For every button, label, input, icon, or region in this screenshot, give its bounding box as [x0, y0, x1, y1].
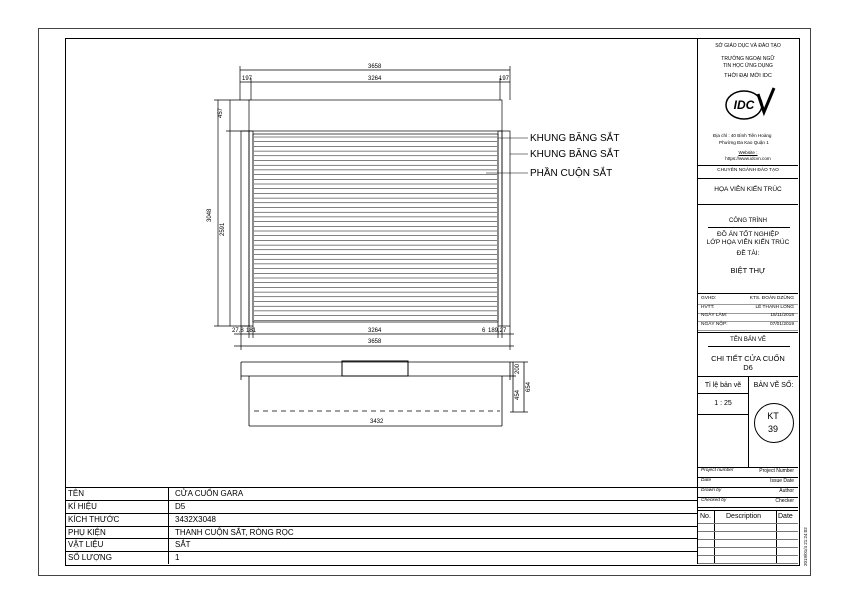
meta-key: Date	[701, 478, 712, 483]
sheet-name-line-1: CHI TIẾT CỬA CUỐN	[711, 354, 785, 363]
person-role: NGÀY LÀM:	[701, 313, 728, 318]
project-line-1: ĐỒ ÁN TỐT NGHIỆP	[717, 231, 779, 238]
topic-value: BIỆT THỰ	[730, 266, 766, 275]
schedule-value: THANH CUỘN SẮT, RÒNG RỌC	[175, 527, 294, 537]
person-value: KTS. ĐOÀN DZŨNG	[749, 296, 794, 301]
logo-text: IDC	[733, 98, 755, 112]
schedule-key: VẬT LIỆU	[68, 540, 104, 550]
meta-key: Project number	[701, 468, 734, 473]
dim-section-h3: 454	[515, 389, 521, 400]
idc-logo	[722, 86, 776, 124]
schedule-key: PHỤ KIỆN	[68, 527, 106, 537]
door-schedule	[65, 487, 697, 564]
dim-total-width: 3658	[368, 64, 382, 70]
sheet-name-line-2: D6	[743, 363, 753, 372]
sheet-no-prefix: KT	[767, 411, 779, 421]
rev-desc-header: Description	[726, 513, 762, 520]
person-value: LÊ THANH LONG	[755, 304, 794, 310]
dim-bottom-total: 3658	[368, 339, 382, 345]
dim-section-h2: 654	[526, 381, 532, 392]
scale-label: Tỉ lệ bản vẽ	[704, 382, 742, 389]
schedule-key: KÍ HIỆU	[68, 501, 97, 511]
meta-key: Checked by	[701, 498, 727, 503]
scale-value: 1 : 25	[714, 400, 732, 407]
schedule-key: KÍCH THƯỚC	[68, 514, 120, 524]
dim-section-h1: 200	[515, 363, 521, 374]
dim-head-height: 457	[218, 107, 224, 118]
school-line-3: THỜI ĐẠI MỚI IDC	[724, 73, 772, 79]
topic-label: ĐỀ TÀI:	[736, 250, 760, 257]
dim-curtain-height: 2591	[220, 222, 226, 236]
sheet-name-label: TÊN BẢN VẼ	[730, 337, 766, 343]
website-link[interactable]: https://www.idcvn.com	[725, 156, 771, 161]
schedule-value: CỬA CUỐN GARA	[175, 489, 244, 498]
meta-value: Checker	[775, 498, 794, 504]
dim-bottom-right: 189,27	[488, 328, 507, 334]
schedule-value: SẮT	[175, 540, 191, 550]
training-label: CHUYÊN NGÀNH ĐÀO TẠO	[717, 168, 779, 173]
dim-bottom-right0: 6	[482, 328, 486, 334]
project-label: CÔNG TRÌNH	[729, 218, 767, 224]
rev-no-header: No.	[700, 513, 711, 520]
website-label: Website :	[738, 150, 758, 155]
person-role: HVTT:	[701, 304, 715, 310]
dim-bottom-inner: 3264	[368, 328, 382, 334]
meta-value: Author	[779, 488, 794, 494]
schedule-key: TÊN	[68, 489, 84, 498]
meta-value: Issue Date	[770, 478, 794, 484]
school-line-1: TRƯỜNG NGOẠI NGỮ	[721, 56, 775, 62]
person-role: GVHD:	[701, 296, 717, 301]
meta-value: Project Number	[759, 468, 794, 474]
person-value: 15/11/2018	[770, 313, 794, 318]
training-value: HỌA VIÊN KIẾN TRÚC	[714, 186, 782, 193]
dim-left-margin: 197	[242, 76, 253, 82]
project-line-2: LỚP HỌA VIÊN KIẾN TRÚC	[706, 239, 790, 246]
schedule-value: 1	[175, 553, 180, 563]
school-line-2: TIN HỌC ỨNG DỤNG	[723, 63, 773, 69]
label-frame-1: KHUNG BĂNG SẮT	[530, 133, 620, 144]
address-line-2: Phường Đa Kao Quận 1	[719, 140, 769, 145]
schedule-value: D5	[175, 501, 186, 511]
dim-right-margin: 197	[499, 76, 510, 82]
sheet-no-label: BẢN VẼ SỐ:	[753, 382, 794, 389]
schedule-key: SỐ LƯỢNG	[68, 553, 112, 563]
label-frame-2: KHUNG BĂNG SẮT	[530, 149, 620, 160]
dim-section-width: 3432	[370, 419, 384, 425]
dim-total-height: 3048	[207, 208, 213, 222]
sheet-no-number: 39	[767, 424, 778, 434]
dim-bottom-left: 27,8	[232, 328, 244, 334]
person-role: NGÀY NỘP:	[701, 321, 728, 327]
label-rolling-part: PHẦN CUỘN SẮT	[530, 168, 613, 179]
meta-key: Drawn by	[701, 488, 722, 493]
timestamp: 2019/01/4 21:24:02	[803, 527, 808, 566]
rev-date-header: Date	[778, 513, 793, 520]
person-value: 07/01/2019	[769, 321, 794, 327]
address-line-1: Địa chỉ : 40 Bình Tiên Hoàng	[713, 133, 772, 138]
dept-name: SỞ GIÁO DỤC VÀ ĐÀO TẠO	[715, 43, 781, 49]
schedule-value: 3432X3048	[175, 514, 216, 524]
sheet-no-circle	[754, 403, 794, 443]
dim-inner-width: 3264	[368, 76, 382, 82]
dim-bottom-left2: 181	[246, 328, 257, 334]
